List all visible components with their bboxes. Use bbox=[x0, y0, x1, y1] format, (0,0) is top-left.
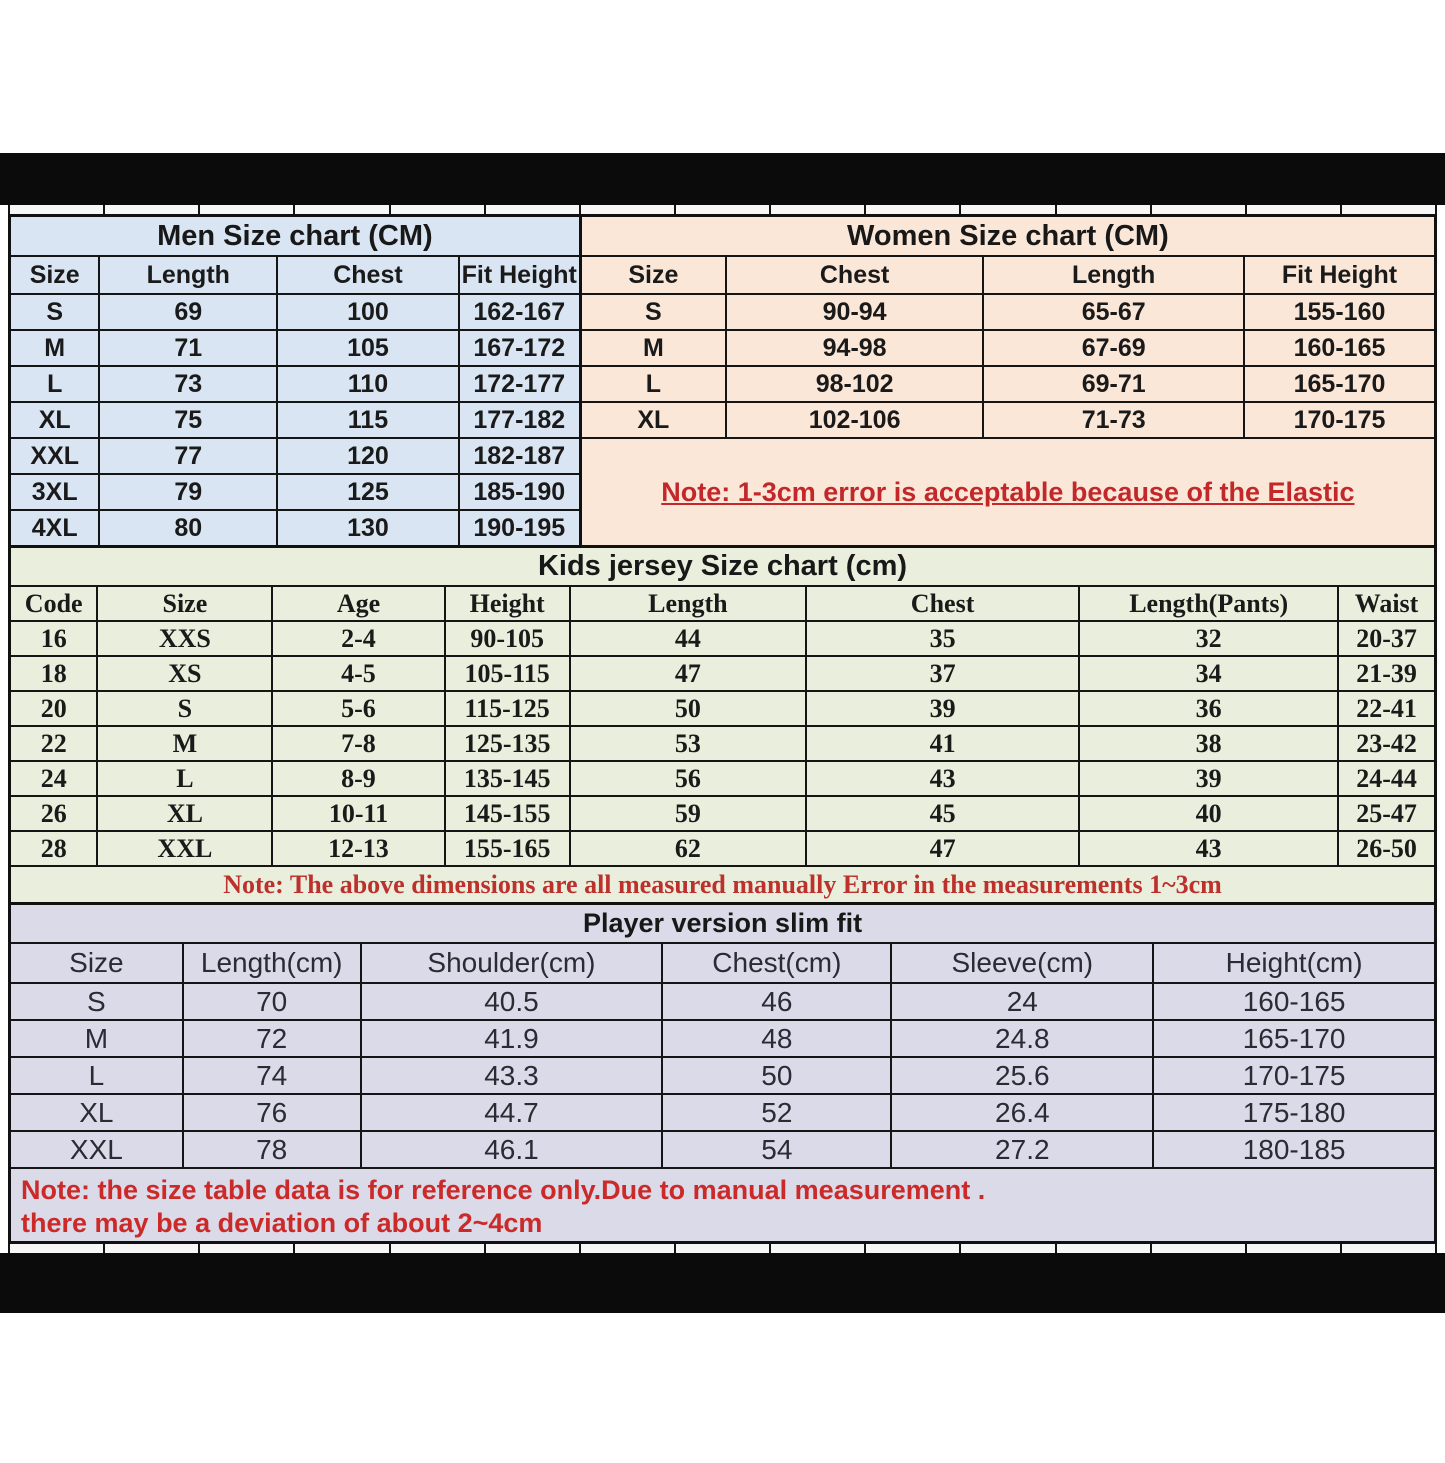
table-cell: 2-4 bbox=[271, 620, 443, 655]
table-cell: 44 bbox=[569, 620, 805, 655]
table-cell: 8-9 bbox=[271, 760, 443, 795]
women-table-grid bbox=[582, 255, 1434, 437]
grid-strip-cell bbox=[1057, 205, 1152, 214]
table-cell: XXL bbox=[11, 1130, 182, 1167]
grid-strip-cell bbox=[771, 205, 866, 214]
grid-strip-cell bbox=[1152, 205, 1247, 214]
table-cell: 39 bbox=[1078, 760, 1337, 795]
table-cell: 43 bbox=[1078, 830, 1337, 865]
bottom-white-margin bbox=[0, 1313, 1445, 1463]
table-cell: 20 bbox=[11, 690, 96, 725]
table-cell: 4XL bbox=[11, 509, 98, 545]
table-cell: 170-175 bbox=[1243, 401, 1434, 437]
grid-strip-cell bbox=[1247, 205, 1342, 214]
column-header: Size bbox=[582, 255, 725, 293]
column-header: Fit Height bbox=[1243, 255, 1434, 293]
table-cell: 40.5 bbox=[360, 982, 662, 1019]
table-cell: 76 bbox=[182, 1093, 360, 1130]
table-cell: 69 bbox=[98, 293, 276, 329]
table-cell: 21-39 bbox=[1337, 655, 1434, 690]
table-cell: 145-155 bbox=[444, 795, 569, 830]
column-header: Age bbox=[271, 585, 443, 620]
grid-strip-cell bbox=[391, 1244, 486, 1253]
table-cell: 73 bbox=[98, 365, 276, 401]
table-cell: 7-8 bbox=[271, 725, 443, 760]
footer-note-line2: there may be a deviation of about 2~4cm bbox=[21, 1208, 543, 1238]
bottom-grid-strip bbox=[8, 1244, 1437, 1253]
grid-strip-cell bbox=[581, 205, 676, 214]
table-cell: 16 bbox=[11, 620, 96, 655]
table-cell: 48 bbox=[661, 1019, 890, 1056]
table-cell: S bbox=[11, 293, 98, 329]
table-cell: 41.9 bbox=[360, 1019, 662, 1056]
table-cell: 65-67 bbox=[982, 293, 1243, 329]
table-cell: L bbox=[582, 365, 725, 401]
table-cell: 39 bbox=[805, 690, 1078, 725]
table-cell: 115 bbox=[276, 401, 458, 437]
grid-strip-cell bbox=[771, 1244, 866, 1253]
table-cell: 32 bbox=[1078, 620, 1337, 655]
table-cell: 90-105 bbox=[444, 620, 569, 655]
column-header: Size bbox=[11, 255, 98, 293]
table-cell: XXL bbox=[11, 437, 98, 473]
table-cell: 44.7 bbox=[360, 1093, 662, 1130]
women-size-table bbox=[579, 217, 1434, 545]
table-cell: 155-165 bbox=[444, 830, 569, 865]
table-cell: 41 bbox=[805, 725, 1078, 760]
table-cell: 102-106 bbox=[725, 401, 982, 437]
table-cell: XL bbox=[11, 1093, 182, 1130]
footer-reference-note bbox=[11, 1167, 1434, 1241]
table-cell: 69-71 bbox=[982, 365, 1243, 401]
table-cell: M bbox=[11, 329, 98, 365]
table-cell: 75 bbox=[98, 401, 276, 437]
grid-strip-cell bbox=[295, 1244, 390, 1253]
column-header: Chest bbox=[725, 255, 982, 293]
grid-strip-cell bbox=[105, 1244, 200, 1253]
table-cell: 160-165 bbox=[1152, 982, 1434, 1019]
table-cell: M bbox=[11, 1019, 182, 1056]
table-cell: 53 bbox=[569, 725, 805, 760]
men-size-table bbox=[11, 217, 579, 545]
women-elastic-note: Note: 1-3cm error is acceptable because of the Elastic bbox=[582, 437, 1434, 545]
table-cell: 78 bbox=[182, 1130, 360, 1167]
table-cell: 175-180 bbox=[1152, 1093, 1434, 1130]
column-header: Length bbox=[982, 255, 1243, 293]
table-cell: 72 bbox=[182, 1019, 360, 1056]
grid-strip-cell bbox=[295, 205, 390, 214]
table-cell: 23-42 bbox=[1337, 725, 1434, 760]
table-cell: M bbox=[582, 329, 725, 365]
table-cell: 67-69 bbox=[982, 329, 1243, 365]
table-cell: L bbox=[11, 365, 98, 401]
top-white-margin bbox=[0, 0, 1445, 153]
table-cell: 110 bbox=[276, 365, 458, 401]
player-table-grid bbox=[11, 942, 1434, 1167]
kids-size-table bbox=[11, 545, 1434, 865]
table-cell: 105 bbox=[276, 329, 458, 365]
grid-strip-cell bbox=[391, 205, 486, 214]
table-cell: 165-170 bbox=[1243, 365, 1434, 401]
table-cell: XL bbox=[582, 401, 725, 437]
table-cell: 34 bbox=[1078, 655, 1337, 690]
table-cell: 182-187 bbox=[458, 437, 579, 473]
table-cell: 80 bbox=[98, 509, 276, 545]
column-header: Chest(cm) bbox=[661, 942, 890, 982]
table-cell: 100 bbox=[276, 293, 458, 329]
size-chart-sheet bbox=[8, 214, 1437, 1244]
table-cell: 115-125 bbox=[444, 690, 569, 725]
column-header: Size bbox=[11, 942, 182, 982]
table-cell: 40 bbox=[1078, 795, 1337, 830]
table-cell: 160-165 bbox=[1243, 329, 1434, 365]
grid-strip-cell bbox=[486, 205, 581, 214]
table-cell: 59 bbox=[569, 795, 805, 830]
table-cell: XL bbox=[11, 401, 98, 437]
table-cell: 12-13 bbox=[271, 830, 443, 865]
top-black-band bbox=[0, 153, 1445, 205]
grid-strip-cell bbox=[1342, 205, 1435, 214]
table-cell: 54 bbox=[661, 1130, 890, 1167]
table-cell: 22-41 bbox=[1337, 690, 1434, 725]
player-table-title: Player version slim fit bbox=[582, 908, 863, 938]
table-cell: 45 bbox=[805, 795, 1078, 830]
column-header: Fit Height bbox=[458, 255, 579, 293]
grid-strip-cell bbox=[200, 1244, 295, 1253]
table-cell: 71-73 bbox=[982, 401, 1243, 437]
grid-strip-cell bbox=[10, 1244, 105, 1253]
table-cell: 3XL bbox=[11, 473, 98, 509]
kids-table-grid bbox=[11, 585, 1434, 865]
table-cell: 10-11 bbox=[271, 795, 443, 830]
table-cell: 52 bbox=[661, 1093, 890, 1130]
grid-strip-cell bbox=[1342, 1244, 1435, 1253]
column-header: Length(Pants) bbox=[1078, 585, 1337, 620]
table-cell: 167-172 bbox=[458, 329, 579, 365]
table-cell: 24 bbox=[890, 982, 1152, 1019]
table-cell: 24 bbox=[11, 760, 96, 795]
grid-strip-cell bbox=[10, 205, 105, 214]
table-cell: 172-177 bbox=[458, 365, 579, 401]
women-table-title: Women Size chart (CM) bbox=[847, 219, 1169, 252]
column-header: Length(cm) bbox=[182, 942, 360, 982]
column-header: Chest bbox=[805, 585, 1078, 620]
table-cell: S bbox=[582, 293, 725, 329]
table-cell: 120 bbox=[276, 437, 458, 473]
table-cell: 5-6 bbox=[271, 690, 443, 725]
grid-strip-cell bbox=[961, 205, 1056, 214]
table-cell: 38 bbox=[1078, 725, 1337, 760]
grid-strip-cell bbox=[486, 1244, 581, 1253]
grid-strip-cell bbox=[105, 205, 200, 214]
table-cell: 98-102 bbox=[725, 365, 982, 401]
table-cell: 25-47 bbox=[1337, 795, 1434, 830]
table-cell: 4-5 bbox=[271, 655, 443, 690]
table-cell: 26-50 bbox=[1337, 830, 1434, 865]
table-cell: XS bbox=[96, 655, 271, 690]
table-cell: 162-167 bbox=[458, 293, 579, 329]
table-cell: 77 bbox=[98, 437, 276, 473]
table-cell: 27.2 bbox=[890, 1130, 1152, 1167]
column-header: Height(cm) bbox=[1152, 942, 1434, 982]
table-cell: 43 bbox=[805, 760, 1078, 795]
table-cell: 71 bbox=[98, 329, 276, 365]
table-cell: 35 bbox=[805, 620, 1078, 655]
table-cell: 25.6 bbox=[890, 1056, 1152, 1093]
column-header: Length bbox=[98, 255, 276, 293]
table-cell: 18 bbox=[11, 655, 96, 690]
grid-strip-cell bbox=[1247, 1244, 1342, 1253]
grid-strip-cell bbox=[961, 1244, 1056, 1253]
table-cell: 46 bbox=[661, 982, 890, 1019]
adult-size-tables bbox=[11, 217, 1434, 545]
men-table-grid bbox=[11, 255, 579, 545]
table-cell: 185-190 bbox=[458, 473, 579, 509]
table-cell: 155-160 bbox=[1243, 293, 1434, 329]
table-cell: 125 bbox=[276, 473, 458, 509]
table-cell: 36 bbox=[1078, 690, 1337, 725]
grid-strip-cell bbox=[866, 205, 961, 214]
table-cell: 24.8 bbox=[890, 1019, 1152, 1056]
table-cell: 125-135 bbox=[444, 725, 569, 760]
table-cell: S bbox=[96, 690, 271, 725]
table-cell: 46.1 bbox=[360, 1130, 662, 1167]
player-version-table bbox=[11, 902, 1434, 1167]
table-cell: 177-182 bbox=[458, 401, 579, 437]
table-cell: 90-94 bbox=[725, 293, 982, 329]
kids-measurement-note: Note: The above dimensions are all measured manually Error in the measurements 1~3cm bbox=[11, 865, 1434, 902]
bottom-black-band bbox=[0, 1253, 1445, 1313]
table-cell: 62 bbox=[569, 830, 805, 865]
table-cell: XL bbox=[96, 795, 271, 830]
grid-strip-cell bbox=[1057, 1244, 1152, 1253]
table-cell: 170-175 bbox=[1152, 1056, 1434, 1093]
table-cell: 74 bbox=[182, 1056, 360, 1093]
table-cell: 20-37 bbox=[1337, 620, 1434, 655]
column-header: Code bbox=[11, 585, 96, 620]
table-cell: L bbox=[96, 760, 271, 795]
table-cell: 70 bbox=[182, 982, 360, 1019]
table-cell: M bbox=[96, 725, 271, 760]
top-grid-strip bbox=[8, 205, 1437, 214]
column-header: Shoulder(cm) bbox=[360, 942, 662, 982]
table-cell: XXL bbox=[96, 830, 271, 865]
column-header: Sleeve(cm) bbox=[890, 942, 1152, 982]
grid-strip-cell bbox=[676, 1244, 771, 1253]
table-cell: 165-170 bbox=[1152, 1019, 1434, 1056]
table-cell: 180-185 bbox=[1152, 1130, 1434, 1167]
table-cell: 24-44 bbox=[1337, 760, 1434, 795]
column-header: Chest bbox=[276, 255, 458, 293]
table-cell: 50 bbox=[661, 1056, 890, 1093]
grid-strip-cell bbox=[581, 1244, 676, 1253]
footer-note-line1: Note: the size table data is for reference only.Due to manual measurement . bbox=[21, 1175, 986, 1205]
table-cell: 47 bbox=[569, 655, 805, 690]
table-cell: 47 bbox=[805, 830, 1078, 865]
table-cell: S bbox=[11, 982, 182, 1019]
grid-strip-cell bbox=[200, 205, 295, 214]
table-cell: XXS bbox=[96, 620, 271, 655]
column-header: Waist bbox=[1337, 585, 1434, 620]
grid-strip-cell bbox=[866, 1244, 961, 1253]
table-cell: L bbox=[11, 1056, 182, 1093]
table-cell: 135-145 bbox=[444, 760, 569, 795]
table-cell: 130 bbox=[276, 509, 458, 545]
table-cell: 26 bbox=[11, 795, 96, 830]
table-cell: 50 bbox=[569, 690, 805, 725]
column-header: Length bbox=[569, 585, 805, 620]
table-cell: 79 bbox=[98, 473, 276, 509]
men-table-title: Men Size chart (CM) bbox=[157, 219, 433, 252]
column-header: Size bbox=[96, 585, 271, 620]
table-cell: 190-195 bbox=[458, 509, 579, 545]
column-header: Height bbox=[444, 585, 569, 620]
table-cell: 22 bbox=[11, 725, 96, 760]
grid-strip-cell bbox=[676, 205, 771, 214]
kids-table-title: Kids jersey Size chart (cm) bbox=[537, 550, 908, 582]
table-cell: 43.3 bbox=[360, 1056, 662, 1093]
table-cell: 94-98 bbox=[725, 329, 982, 365]
table-cell: 26.4 bbox=[890, 1093, 1152, 1130]
table-cell: 37 bbox=[805, 655, 1078, 690]
table-cell: 105-115 bbox=[444, 655, 569, 690]
table-cell: 56 bbox=[569, 760, 805, 795]
table-cell: 28 bbox=[11, 830, 96, 865]
grid-strip-cell bbox=[1152, 1244, 1247, 1253]
